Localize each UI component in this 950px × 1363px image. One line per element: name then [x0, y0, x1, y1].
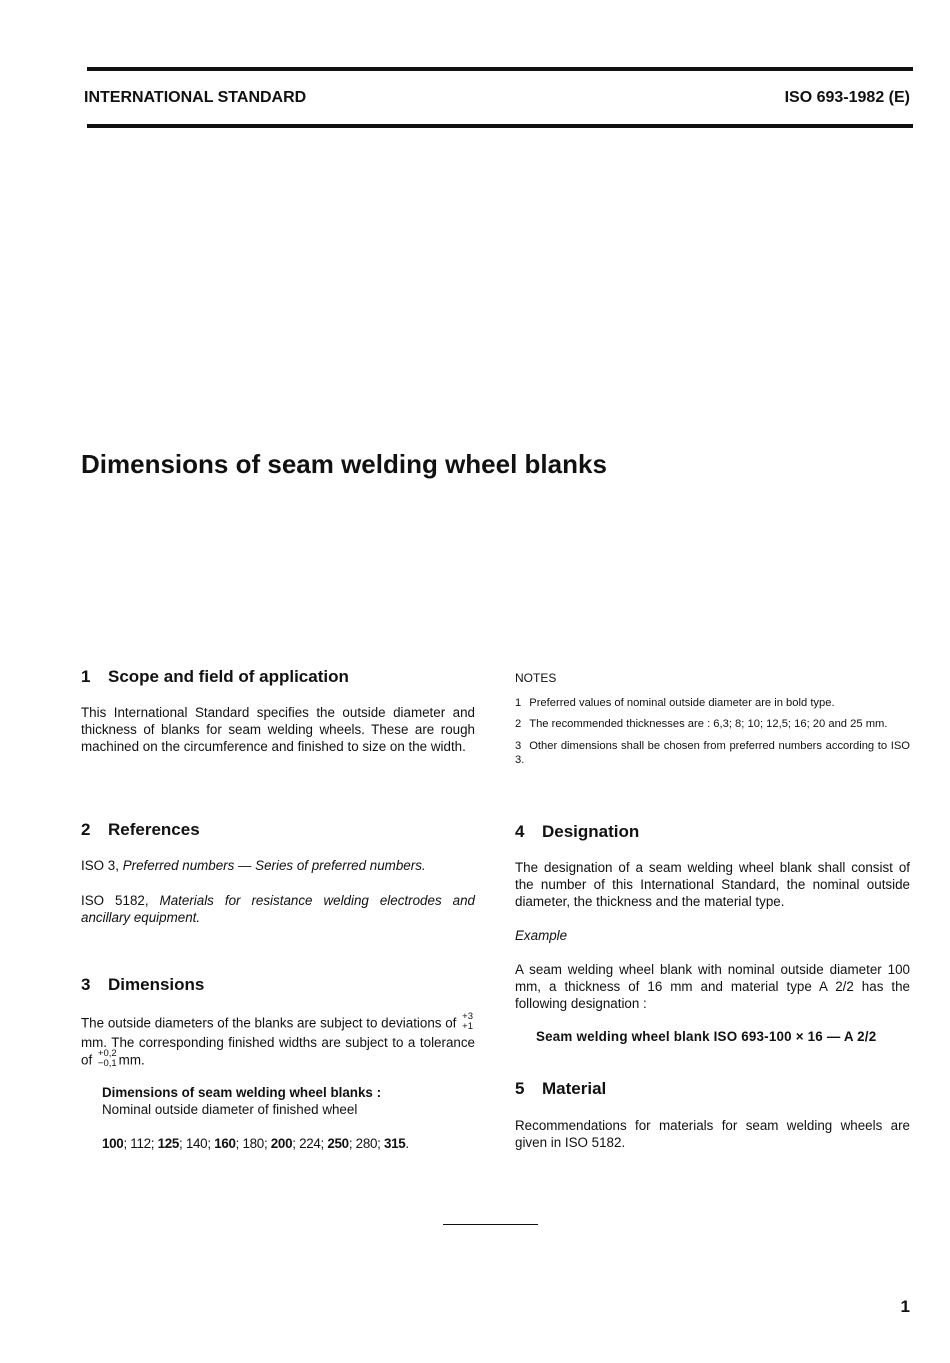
example-body: A seam welding wheel blank with nominal outside diameter 100 mm, a thickness of 16 mm and material type A 2/2 has the following designation : — [515, 962, 910, 1011]
reference-iso-5182-title: Materials for resistance welding electrodes and ancillary equipment. — [81, 893, 475, 925]
section-2 — [81, 820, 475, 926]
width-tolerance-lower: −0,1 — [97, 1058, 117, 1069]
header-bottom-rule — [87, 124, 913, 128]
section-4-number: 4 — [515, 822, 525, 841]
note-text: Preferred values of nominal outside diameter are in bold type. — [529, 696, 835, 709]
section-1-title: Scope and field of application — [108, 667, 349, 686]
section-3-text-a: The outside diameters of the blanks are subject to deviations of — [81, 1015, 457, 1031]
note-text: Other dimensions shall be chosen from preferred numbers according to ISO 3. — [515, 739, 910, 766]
diameter-table-title: Dimensions of seam welding wheel blanks : — [102, 1085, 382, 1100]
header-doc-type: INTERNATIONAL STANDARD — [84, 89, 307, 106]
end-rule — [443, 1224, 538, 1225]
note-item — [515, 717, 910, 732]
section-5 — [515, 1079, 910, 1151]
section-1-number: 1 — [81, 667, 91, 686]
section-3 — [81, 975, 475, 1152]
section-4-heading — [515, 822, 910, 842]
diameter-value: 160 — [214, 1136, 236, 1151]
diameter-value: 250 — [327, 1136, 349, 1151]
diameter-tolerance — [462, 1012, 473, 1032]
diameter-value: 224 — [299, 1136, 321, 1151]
diameter-value: 100 — [102, 1136, 124, 1151]
section-2-number: 2 — [81, 820, 91, 839]
reference-iso-5182 — [81, 892, 475, 926]
notes-list — [515, 696, 910, 768]
section-1-heading — [81, 667, 475, 687]
section-4-title: Designation — [542, 822, 640, 841]
width-tolerance — [98, 1049, 117, 1069]
diameter-value: 125 — [157, 1136, 180, 1151]
diameter-table-subtitle: Nominal outside diameter of finished wheel — [102, 1102, 358, 1117]
diameter-tolerance-lower: +1 — [462, 1021, 473, 1032]
example-label: Example — [515, 928, 568, 943]
section-4 — [515, 822, 910, 1045]
designation-example: Seam welding wheel blank ISO 693-100 × 16 — A 2/2 — [536, 1029, 877, 1044]
header-doc-number: ISO 693-1982 (E) — [784, 89, 910, 106]
diameter-value: 112 — [130, 1136, 151, 1151]
note-number: 2 — [515, 718, 522, 730]
diameter-value: 200 — [270, 1136, 293, 1151]
section-5-heading — [515, 1079, 910, 1099]
diameter-tolerance-upper: +3 — [462, 1011, 473, 1022]
reference-iso-3-title: Preferred numbers — Series of preferred numbers. — [122, 858, 426, 873]
reference-iso-5182-code: ISO 5182, — [81, 893, 149, 908]
reference-iso-3-code: ISO 3, — [81, 858, 119, 873]
note-item — [515, 696, 910, 711]
note-number: 1 — [515, 696, 522, 709]
section-1-body: This International Standard specifies the outside diameter and thickness of blanks for seam welding wheels. These are rough machined on the circumference and finished to size on the width. — [81, 705, 475, 754]
section-3-title: Dimensions — [108, 975, 205, 994]
section-5-body: Recommendations for materials for seam welding wheels are given in ISO 5182. — [515, 1118, 910, 1150]
section-3-text-c: mm. — [118, 1052, 145, 1068]
section-5-number: 5 — [515, 1079, 525, 1098]
page-number: 1 — [900, 1297, 910, 1316]
diameter-value: 140 — [185, 1136, 208, 1151]
section-2-heading — [81, 820, 475, 840]
note-number: 3 — [515, 739, 522, 752]
section-4-body: The designation of a seam welding wheel blank shall consist of the number of this International Standard, the nominal outside diameter, the thickness and the material type. — [515, 860, 910, 909]
section-5-title: Material — [542, 1079, 607, 1098]
section-2-title: References — [108, 820, 200, 839]
diameter-value: 180 — [242, 1136, 264, 1151]
diameter-list: 100; 112; 125; 140; 160; 180; 200; 224; 250; 280; 315. — [102, 1136, 409, 1151]
reference-iso-3 — [81, 857, 475, 874]
notes-heading: NOTES — [515, 671, 557, 685]
section-3-heading — [81, 975, 475, 995]
note-text: The recommended thicknesses are : 6,3; 8; 10; 12,5; 16; 20 and 25 mm. — [529, 718, 888, 730]
section-3-body — [81, 1011, 475, 1071]
width-tolerance-upper: +0,2 — [97, 1048, 117, 1059]
note-item — [515, 739, 910, 768]
section-3-number: 3 — [81, 975, 91, 994]
notes — [515, 671, 910, 768]
header-top-rule — [87, 67, 913, 71]
diameter-value: 315 — [383, 1136, 406, 1151]
document-title: Dimensions of seam welding wheel blanks — [81, 449, 607, 479]
section-1 — [81, 667, 475, 755]
diameter-value: 280 — [355, 1136, 378, 1151]
diameter-table — [102, 1084, 475, 1152]
section-3-text-b: mm. The corresponding finished widths are subject to a tolerance of — [81, 1035, 475, 1068]
